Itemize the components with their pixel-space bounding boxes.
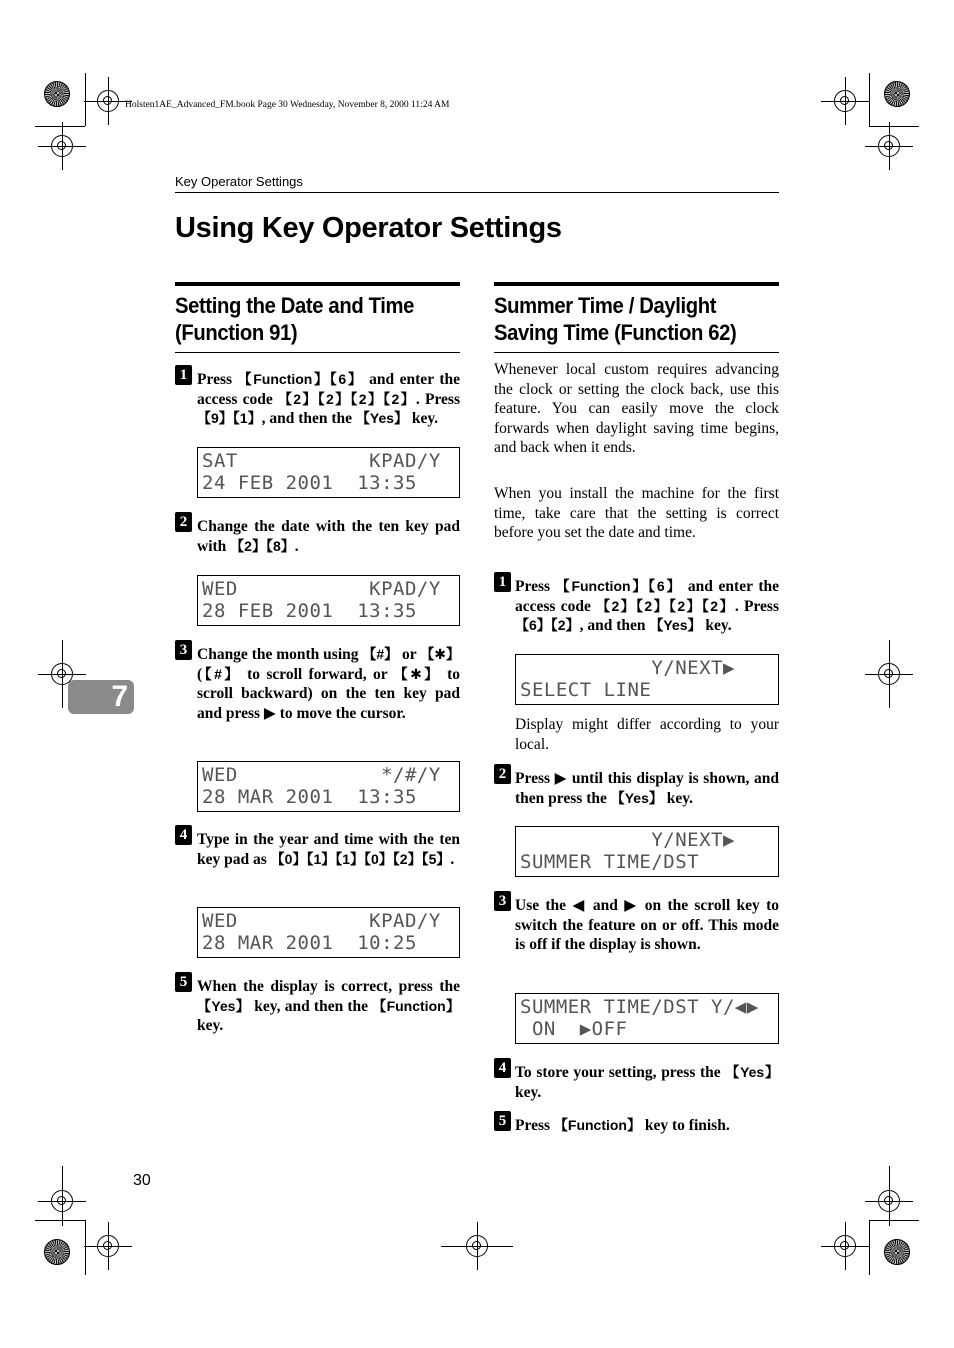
step-text: Type in the year and time with the ten key pad as 【0】【1】【1】【0】【2】【5】. — [197, 831, 460, 868]
step-text: Press 【Function】【6】 and enter the access code 【2】【2】【2】【2】. Press 【9】【1】, and then the 【Yes】 key. — [197, 371, 461, 427]
lcd-line: 28 FEB 2001 13:35 — [202, 600, 417, 622]
lcd-line: SAT KPAD/Y — [202, 450, 441, 472]
section-rule — [494, 282, 779, 286]
registration-disc-icon — [44, 1239, 70, 1265]
step-text: To store your setting, press the 【Yes】 key. — [515, 1064, 779, 1101]
lcd-display — [515, 654, 779, 705]
intro-paragraph: When you install the machine for the first time, take care that the setting is correct before you set the date and time. — [494, 485, 779, 541]
step-text: When the display is correct, press the 【Yes】 key, and then the 【Function】 key. — [197, 978, 460, 1034]
step-number: 1 — [494, 572, 511, 592]
section-title-line: Summer Time / Daylight — [494, 293, 717, 318]
lcd-line: WED KPAD/Y — [202, 578, 441, 600]
registration-disc-icon — [44, 81, 70, 107]
note-text: Display might differ according to your local. — [515, 716, 779, 753]
lcd-line: SUMMER TIME/DST Y/◀▶ — [520, 996, 759, 1018]
step-text: Change the month using 【#】 or 【✱】 (【#】 to scroll forward, or 【✱】 to scroll backward) on the ten key pad and press ▶ to move the cursor. — [197, 646, 461, 722]
step-number: 3 — [494, 891, 511, 911]
section-title — [494, 292, 736, 346]
step-number: 5 — [175, 972, 192, 992]
running-head: Key Operator Settings — [175, 174, 303, 189]
lcd-line: 28 MAR 2001 10:25 — [202, 932, 417, 954]
lcd-line: SUMMER TIME/DST — [520, 851, 700, 873]
header-rule — [175, 192, 779, 193]
step-text: Press 【Function】【6】 and enter the access code 【2】【2】【2】【2】. Press 【6】【2】, and then 【Yes】 key. — [515, 578, 779, 634]
lcd-line: 28 MAR 2001 13:35 — [202, 786, 417, 808]
registration-disc-icon — [884, 1239, 910, 1265]
lcd-line: WED KPAD/Y — [202, 910, 441, 932]
step-number: 2 — [494, 764, 511, 784]
step-number: 5 — [494, 1111, 511, 1131]
lcd-line: Y/NEXT▶ — [520, 829, 735, 851]
lcd-line: ON ▶OFF — [520, 1018, 628, 1040]
page-number: 30 — [133, 1172, 151, 1189]
section-title-line: Saving Time (Function 62) — [494, 320, 737, 345]
step-text: Change the date with the ten key pad with 【2】【8】. — [197, 518, 460, 555]
section-rule — [175, 352, 460, 353]
lcd-line: SELECT LINE — [520, 679, 652, 701]
intro-paragraph: Whenever local custom requires advancing the clock or setting the clock back, use this feature. You can easily move the clock forwards when daylight saving time begins, and back when it ends. — [494, 361, 779, 456]
file-info: Holsten1AE_Advanced_FM.book Page 30 Wednesday, November 8, 2000 11:24 AM — [125, 100, 450, 110]
lcd-display — [197, 575, 460, 626]
section-title-line: (Function 91) — [175, 320, 298, 345]
registration-disc-icon — [884, 81, 910, 107]
step-text: Press 【Function】 key to finish. — [515, 1117, 730, 1134]
chapter-tab — [68, 680, 134, 714]
section-title — [175, 292, 414, 346]
step-text: Use the ◀ and ▶ on the scroll key to switch the feature on or off. This mode is off if the display is shown. — [515, 897, 779, 953]
chapter-number: 7 — [111, 680, 128, 713]
section-rule — [494, 352, 779, 353]
lcd-line: Y/NEXT▶ — [520, 657, 735, 679]
step-text: Press ▶ until this display is shown, and then press the 【Yes】 key. — [515, 770, 779, 807]
step-number: 4 — [494, 1058, 511, 1078]
lcd-display — [197, 447, 460, 498]
lcd-display — [197, 761, 460, 812]
lcd-display — [197, 907, 460, 958]
page-title: Using Key Operator Settings — [175, 212, 562, 244]
section-rule — [175, 282, 460, 286]
lcd-line: 24 FEB 2001 13:35 — [202, 472, 417, 494]
lcd-line: WED */#/Y — [202, 764, 441, 786]
step-number: 3 — [175, 640, 192, 660]
lcd-display — [515, 826, 779, 877]
section-title-line: Setting the Date and Time — [175, 293, 414, 318]
step-number: 2 — [175, 512, 192, 532]
step-number: 4 — [175, 825, 192, 845]
step-number: 1 — [175, 365, 192, 385]
lcd-display — [515, 993, 779, 1044]
